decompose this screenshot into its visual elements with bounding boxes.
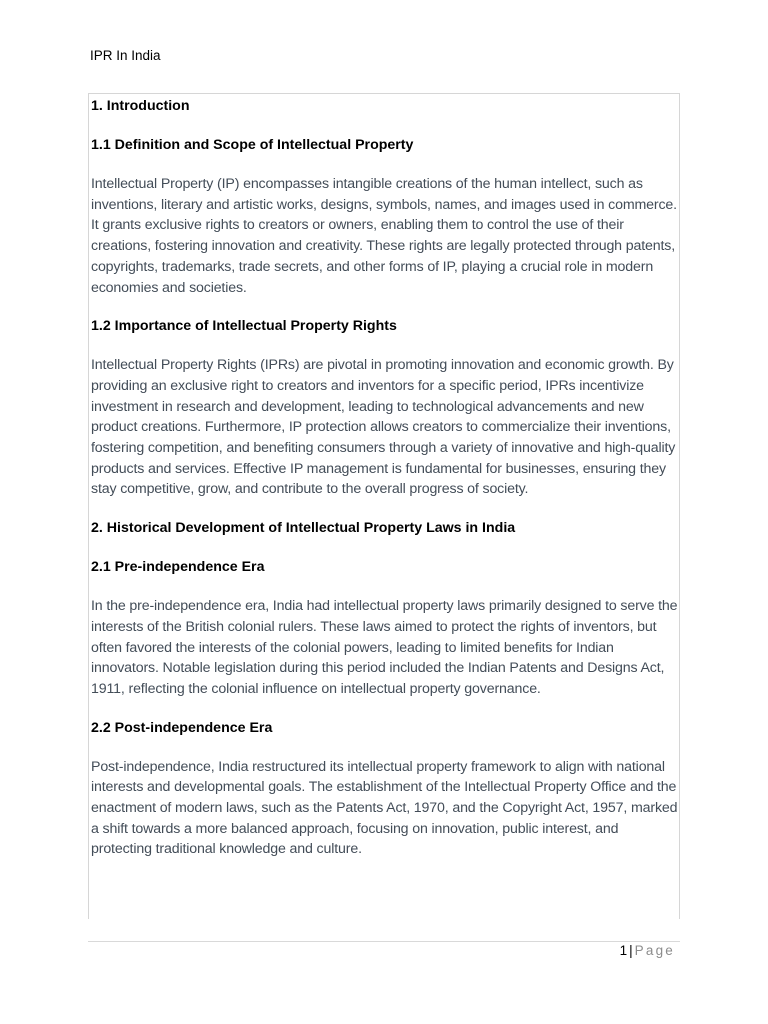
body-paragraph: In the pre-independence era, India had intellectual property laws primarily designed to serve the interests of the British colonial rulers. These laws aimed to protect the rights of inventors, but often favored the interests of the colonial powers, leading to limited benefits for Indian innovators. Notable legislation during this period included the Indian Patents and Designs Act, 1911, reflecting the colonial influence on intellectual property governance.: [91, 598, 678, 697]
section-heading: 2.2 Post-independence Era: [91, 719, 273, 736]
page-footer: [620, 943, 675, 958]
body-paragraph: Intellectual Property (IP) encompasses intangible creations of the human intellect, such as inventions, literary and artistic works, designs, symbols, names, and images used in commerce. It grants exclusive rights to creators or owners, enabling them to control the use of their creations, fostering innovation and creativity. These rights are legally protected through patents, copyrights, trademarks, trade secrets, and other forms of IP, playing a crucial role in modern economies and societies.: [91, 176, 677, 296]
body-paragraph: Intellectual Property Rights (IPRs) are pivotal in promoting innovation and economic growth. By providing an exclusive right to creators and inventors for a specific period, IPRs incentivize investment in research and development, leading to technological advancements and new product creations. Furthermore, IP protection allows creators to commercialize their inventions, fostering competition, and benefiting consumers through a variety of innovative and high-quality products and services. Effective IP management is fundamental for businesses, ensuring they stay competitive, grow, and contribute to the overall progress of society.: [91, 357, 676, 498]
document-body: [88, 93, 680, 919]
section-heading: 2.1 Pre-independence Era: [91, 559, 265, 576]
document-header-title: IPR In India: [90, 48, 161, 63]
section-heading: 1. Introduction: [91, 98, 190, 114]
footer-divider: [88, 941, 680, 942]
section-heading: 1.1 Definition and Scope of Intellectual Property: [91, 137, 414, 153]
page-separator: |: [629, 943, 633, 958]
section-heading: 1.2 Importance of Intellectual Property Rights: [91, 318, 397, 335]
page-number: 1: [619, 943, 628, 958]
page-label: Page: [634, 943, 675, 958]
section-heading: 2. Historical Development of Intellectual Property Laws in India: [91, 520, 516, 537]
body-paragraph: Post-independence, India restructured its intellectual property framework to align with national interests and developmental goals. The establishment of the Intellectual Property Office and the enactment of modern laws, such as the Patents Act, 1970, and the Copyright Act, 1957, marked a shift towards a more balanced approach, focusing on innovation, public interest, and protecting traditional knowledge and culture.: [91, 758, 678, 858]
